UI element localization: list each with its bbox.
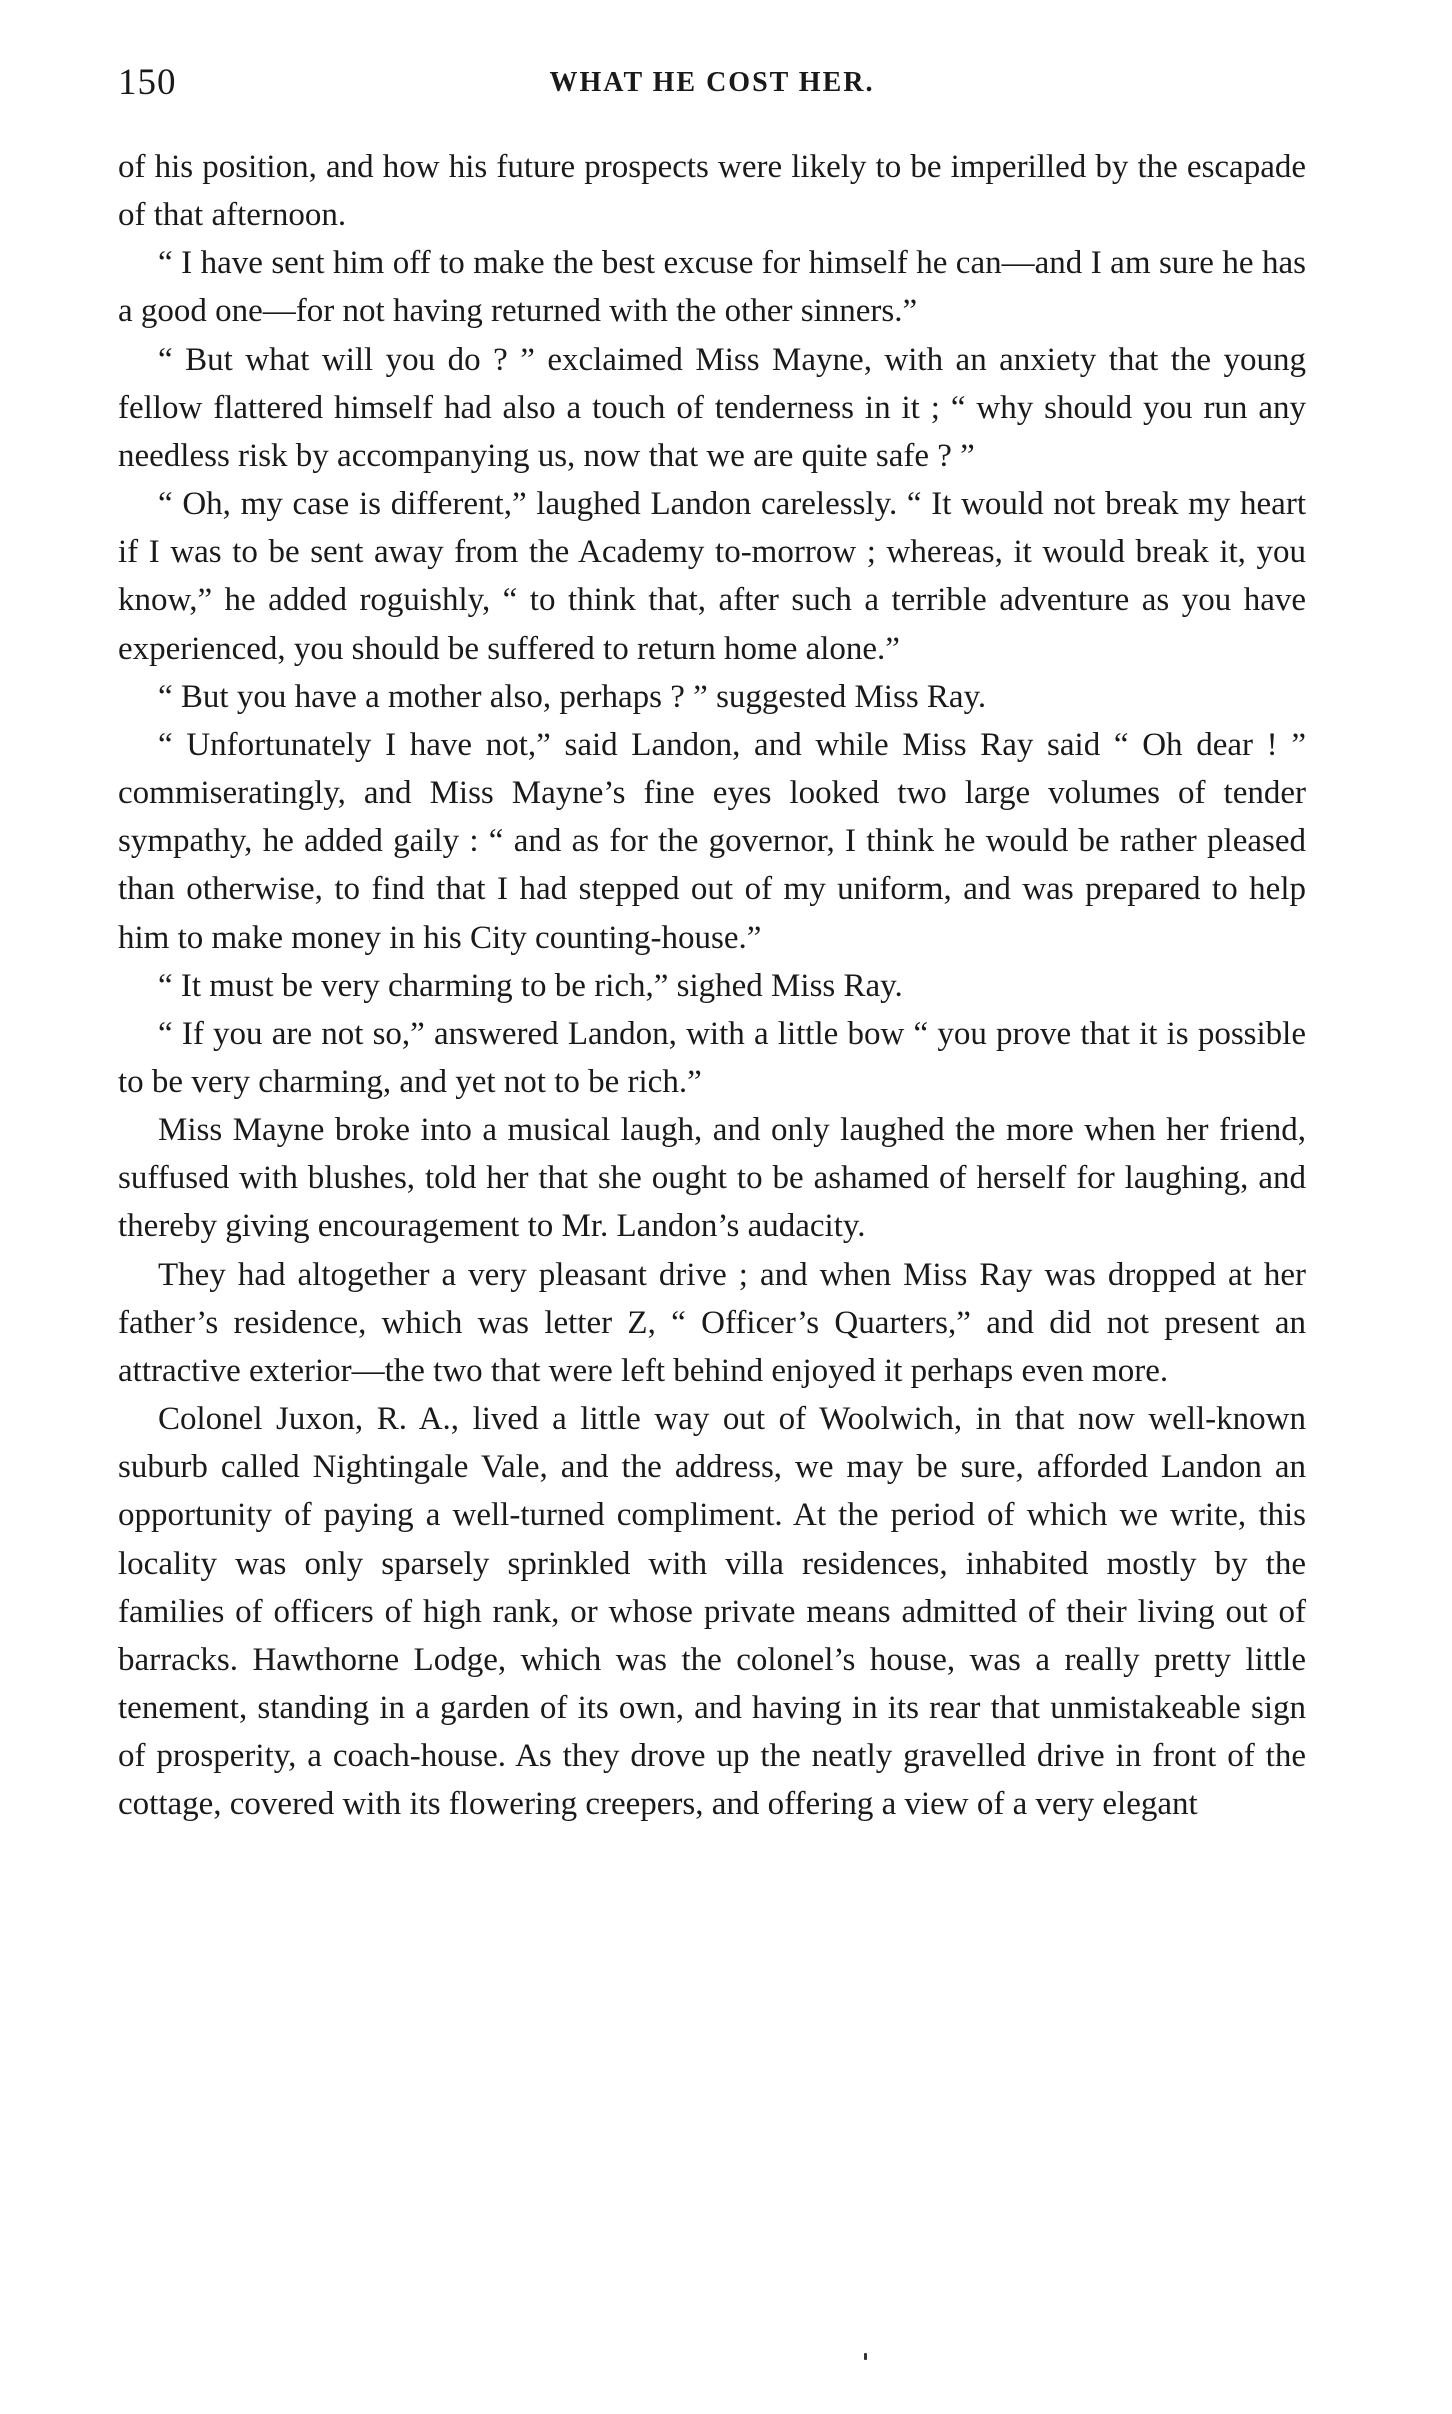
paragraph: “ It must be very charming to be rich,” sighed Miss Ray. (158, 967, 903, 1004)
paragraph: Miss Mayne broke into a musical laugh, and only laughed the more when her friend, suffused with blushes, told her that she ought to be ashamed of herself for laughing, and thereby giving encouragement to Mr. Landon’s audacity. (118, 1112, 1306, 1245)
paragraph: “ I have sent him off to make the best excuse for himself he can—and I am sure he has a good one—for not having returned with the other sinners.” (118, 245, 1306, 330)
paragraph: “ But you have a mother also, perhaps ? ” suggested Miss Ray. (158, 678, 987, 715)
running-title: WHAT HE COST HER. (549, 67, 875, 98)
page-number: 150 (118, 62, 177, 103)
paragraph: They had altogether a very pleasant drive ; and when Miss Ray was dropped at her father’s residence, which was letter Z, “ Officer’s Quarters,” and did not present an attractive exterior—the two that were left behind enjoyed it perhaps even more. (118, 1256, 1306, 1389)
print-speck (864, 2353, 867, 2360)
paragraph: “ If you are not so,” answered Landon, with a little bow “ you prove that it is possible to be very charming, and yet not to be rich.” (118, 1015, 1306, 1100)
paragraph: “ Oh, my case is different,” laughed Landon carelessly. “ It would not break my heart if I was to be sent away from the Academy to-morrow ; whereas, it would break it, you know,” he added roguishly, “ to think that, after such a terrible adventure as you have experienced, you should be suffered to return home alone.” (118, 486, 1306, 667)
body-text (118, 143, 1306, 1828)
paragraph: Colonel Juxon, R. A., lived a little way out of Woolwich, in that now well-known suburb called Nightingale Vale, and the address, we may be sure, afforded Landon an opportunity of paying a well-turned compliment. At the period of which we write, this locality was only sparsely sprinkled with villa residences, inhabited mostly by the families of officers of high rank, or whose private means admitted of their living out of barracks. Hawthorne Lodge, which was the colonel’s house, was a really pretty little tenement, standing in a garden of its own, and having in its rear that unmistakeable sign of prosperity, a coach-house. As they drove up the neatly gravelled drive in front of the cottage, covered with its flowering creepers, and offering a view of a very elegant (118, 1401, 1306, 1823)
paragraph: “ Unfortunately I have not,” said Landon, and while Miss Ray said “ Oh dear ! ” commiseratingly, and Miss Mayne’s fine eyes looked two large volumes of tender sympathy, he added gaily : “ and as for the governor, I think he would be rather pleased than otherwise, to find that I had stepped out of my uniform, and was prepared to help him to make money in his City counting-house.” (118, 726, 1306, 956)
paragraph: of his position, and how his future prospects were likely to be imperilled by the escapade of that afternoon. (118, 149, 1306, 234)
paragraph: “ But what will you do ? ” exclaimed Miss Mayne, with an anxiety that the young fellow flattered himself had also a touch of tenderness in it ; “ why should you run any needless risk by accompanying us, now that we are quite safe ? ” (118, 341, 1306, 474)
page-header (118, 58, 1306, 108)
